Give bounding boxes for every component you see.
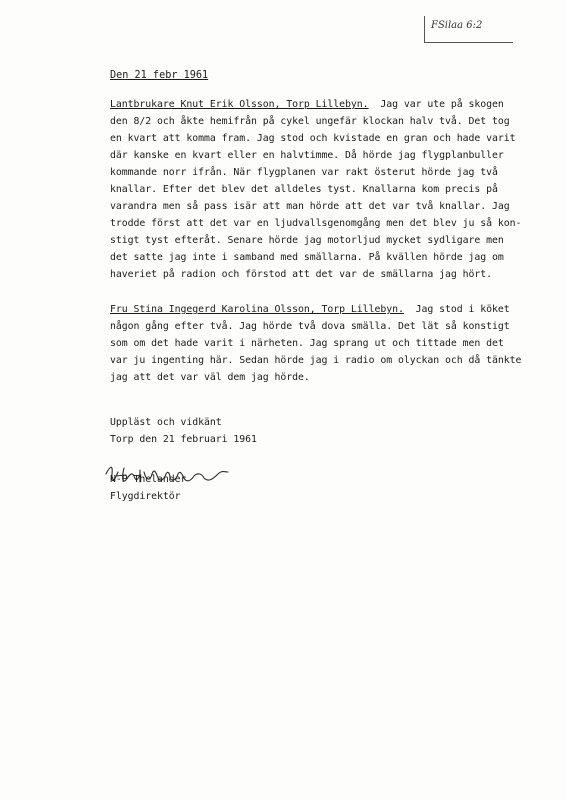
closing-line: Uppläst och vidkänt <box>110 417 222 428</box>
statement-line: stigt tyst efteråt. Senare hörde jag motorljud mycket sydligare men <box>110 235 504 246</box>
witness-statement-1 <box>110 96 522 283</box>
closing-block <box>110 414 510 448</box>
witness-name: Fru Stina Ingegerd Karolina Olsson, Torp Lillebyn. <box>110 304 404 315</box>
statement-line: som om det hade varit i närheten. Jag sprang ut och tittade men det <box>110 338 504 349</box>
statement-line: någon gång efter två. Jag hörde två dova smälla. Det lät så konstigt <box>110 321 510 332</box>
statement-line: det satte jag inte i samband med smällarna. På kvällen hörde jag om <box>110 252 504 263</box>
statement-line: Fru Stina Ingegerd Karolina Olsson, Torp Lillebyn. Jag stod i köket <box>110 304 510 315</box>
witness-name: Lantbrukare Knut Erik Olsson, Torp Lillebyn. <box>110 99 369 110</box>
statement-line: kommande norr ifrån. När flygplanen var rakt österut hörde jag två <box>110 167 498 178</box>
document-date: Den 21 febr 1961 <box>110 70 209 81</box>
statement-line: trodde först att det var en ljudvallsgenomgång men det blev ju så kon- <box>110 218 522 229</box>
signer-title: Flygdirektör <box>110 491 181 502</box>
statement-line: jag att det var väl dem jag hörde. <box>110 372 310 383</box>
closing-line: Torp den 21 februari 1961 <box>110 434 257 445</box>
statement-line: den 8/2 och åkte hemifrån på cykel ungefär klockan halv två. Det tog <box>110 116 510 127</box>
statement-line: Lantbrukare Knut Erik Olsson, Torp Lillebyn. Jag var ute på skogen <box>110 99 504 110</box>
statement-line: var ju ingenting här. Sedan hörde jag i radio om olyckan och då tänkte <box>110 355 522 366</box>
archive-stamp <box>424 16 513 43</box>
statement-line: haveriet på radion och förstod att det var de smällarna jag hört. <box>110 269 492 280</box>
statement-line: en kvart att komma fram. Jag stod och kvistade en gran och hade varit <box>110 133 516 144</box>
witness-statement-2 <box>110 301 522 386</box>
statement-line: varandra men så pass isär att man hörde att det var två knallar. Jag <box>110 201 510 212</box>
stamp-text: FSilaa 6:2 <box>431 20 483 31</box>
statement-line: knallar. Efter det blev det alldeles tyst. Knallarna kom precis på <box>110 184 498 195</box>
statement-line: där kanske en kvart eller en halvtimme. Då hörde jag flygplanbuller <box>110 150 504 161</box>
signer-block <box>110 471 510 505</box>
signer-name: N-P Thelander <box>110 474 187 485</box>
